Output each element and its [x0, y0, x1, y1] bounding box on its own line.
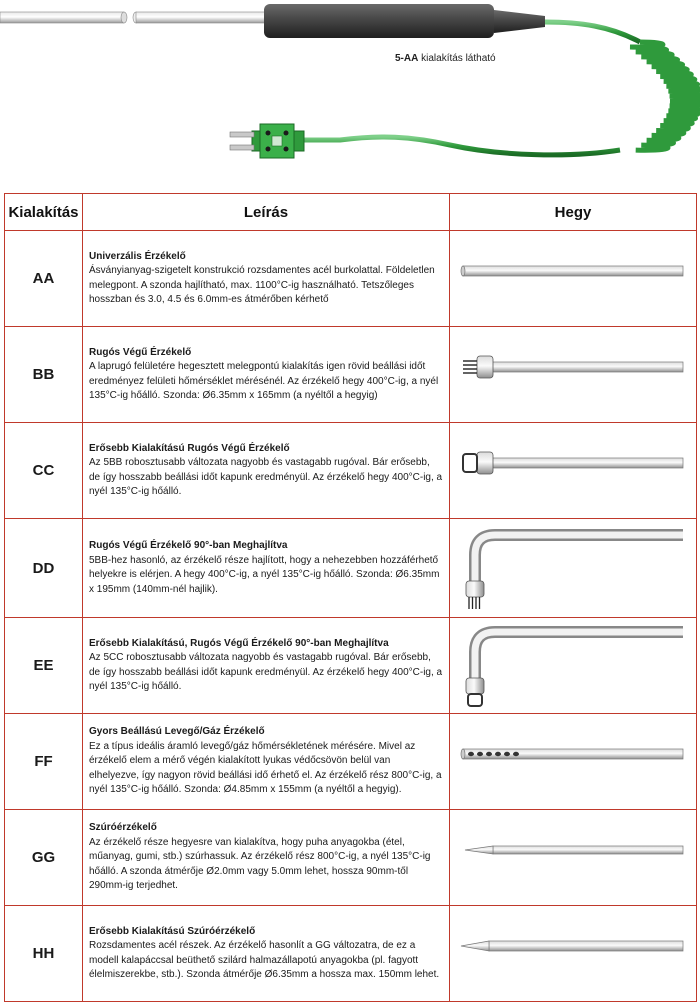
table-row: [5, 519, 697, 618]
row-text: A laprugó felületére hegesztett melegpontú kialakítás igen rövid beállási időt eredményez felületi hőmérséklet mérésénél. Az érzékelő hegy 400°C-ig, a nyél 135°C-ig hőálló. Szonda: Ø6.35mm x 165mm (a nyéltől a hegyig): [89, 361, 439, 401]
row-description: [83, 906, 450, 1002]
row-description: [83, 231, 450, 327]
row-tip-cell: [450, 810, 697, 906]
row-tip-cell: [450, 231, 697, 327]
row-tip-cell: [450, 714, 697, 810]
row-code: DD: [5, 519, 83, 618]
probe-rod: [0, 12, 266, 23]
row-code: HH: [5, 906, 83, 1002]
row-title: Erősebb Kialakítású, Rugós Végű Érzékelő 90°-ban Meghajlítva: [89, 637, 389, 649]
row-title: Rugós Végű Érzékelő 90°-ban Meghajlítva: [89, 540, 288, 551]
perforated-tip-icon: [453, 714, 693, 804]
bent-heavy-spring-tip-icon: [453, 618, 693, 708]
row-description: [83, 519, 450, 618]
row-tip-cell: [450, 519, 697, 618]
connector-plug: [230, 124, 304, 158]
row-description: [83, 810, 450, 906]
caption-code: 5-AA: [395, 53, 419, 64]
probe-illustration: [0, 0, 700, 185]
row-title: Erősebb Kialakítású Rugós Végű Érzékelő: [89, 442, 290, 454]
row-code: AA: [5, 231, 83, 327]
bent-spring-tip-icon: [453, 521, 693, 611]
row-title: Univerzális Érzékelő: [89, 250, 186, 262]
table-row: [5, 423, 697, 519]
probe-handle: [264, 4, 545, 38]
table-row: [5, 714, 697, 810]
table-row: [5, 906, 697, 1002]
row-tip-cell: [450, 423, 697, 519]
row-description: [83, 423, 450, 519]
row-code: FF: [5, 714, 83, 810]
row-code: GG: [5, 810, 83, 906]
table-row: [5, 618, 697, 714]
table-row: [5, 231, 697, 327]
row-title: Rugós Végű Érzékelő: [89, 346, 192, 358]
needle-tip-icon: [453, 810, 693, 900]
row-description: [83, 714, 450, 810]
straight-rod-icon: [453, 231, 693, 321]
row-tip-cell: [450, 906, 697, 1002]
row-code: CC: [5, 423, 83, 519]
row-text: Az érzékelő része hegyesre van kialakítva, hogy puha anyagokba (étel, műanyag, gumi, stb.) szúrhassuk. Az érzékelő rész 800°C-ig, a nyél 135°C-ig hőálló. A szonda átmérője Ø2.0mm vagy 5.0mm lehet, hossza 90mm-től 290mm-ig terjedhet.: [89, 836, 431, 892]
row-text: Rozsdamentes acél részek. Az érzékelő hasonlít a GG változatra, de ez a modell kalapáccsal beüthető szilárd halmazállapotú anyagokba (pl. fagyott élelmiszerekbe, stb.). Szonda átmérője Ø6.35mm a hossza max. 150mm lehet.: [89, 940, 440, 980]
row-text: Az 5CC robosztusabb változata nagyobb és vastagabb rugóval. Bár erősebb, de így hosszabb beállási időt kapunk eredményül. Az érzékelő hegy 400°C-ig, a nyél 135°C-ig hőálló.: [89, 652, 443, 692]
header-hegy: Hegy: [450, 194, 697, 231]
probe-types-table: [4, 193, 697, 1002]
header-leiras: Leírás: [83, 194, 450, 231]
illustration-caption: [395, 53, 496, 64]
header-kialakitas: Kialakítás: [5, 194, 83, 231]
row-title: Szúróérzékelő: [89, 822, 157, 834]
row-text: Ez a típus ideális áramló levegő/gáz hőmérsékletének mérésére. Mivel az érzékelő elem a mérő végén kialakított lyukas védőcsövön belül van elhelyezve, így nagyon rövid beállási idő érhető el. Az érzékelő rész 800°C-ig, a nyél 135°C-ig hőálló. Szonda: Ø4.85mm x 155mm (a nyéltől a hegyig).: [89, 740, 442, 796]
row-text: Az 5BB robosztusabb változata nagyobb és vastagabb rugóval. Bár erősebb, de így hosszabb beállási időt kapunk eredményül. Az érzékelő hegy 400°C-ig, a nyél 135°C-ig hőálló.: [89, 457, 443, 497]
coiled-cable: [300, 22, 700, 155]
row-description: [83, 618, 450, 714]
row-title: Erősebb Kialakítású Szúróérzékelő: [89, 925, 256, 937]
table-row: [5, 810, 697, 906]
row-description: [83, 327, 450, 423]
spring-tip-icon: [453, 327, 693, 417]
row-code: BB: [5, 327, 83, 423]
row-tip-cell: [450, 618, 697, 714]
table-row: [5, 327, 697, 423]
row-code: EE: [5, 618, 83, 714]
caption-text: kialakítás látható: [421, 53, 496, 64]
row-tip-cell: [450, 327, 697, 423]
row-title: Gyors Beállású Levegő/Gáz Érzékelő: [89, 726, 265, 738]
heavy-needle-tip-icon: [453, 906, 693, 996]
table-header-row: [5, 194, 697, 231]
heavy-spring-tip-icon: [453, 423, 693, 513]
row-text: 5BB-hez hasonló, az érzékelő része hajlított, hogy a nehezebben hozzáférhető helyekre is elérjen. A hegy 400°C-ig, a nyél 135°C-ig hőálló. Szonda: Ø6.35mm x 195mm (140mm-nél hajlik).: [89, 554, 440, 595]
row-text: Ásványianyag-szigetelt konstrukció rozsdamentes acél burkolattal. Földeletlen melegpont. A szonda hajlítható, max. 1100°C-ig használható. Tetszőleges hosszban és 3.0, 4.5 és 6.0mm-es átmérőben kérhető: [89, 265, 435, 305]
